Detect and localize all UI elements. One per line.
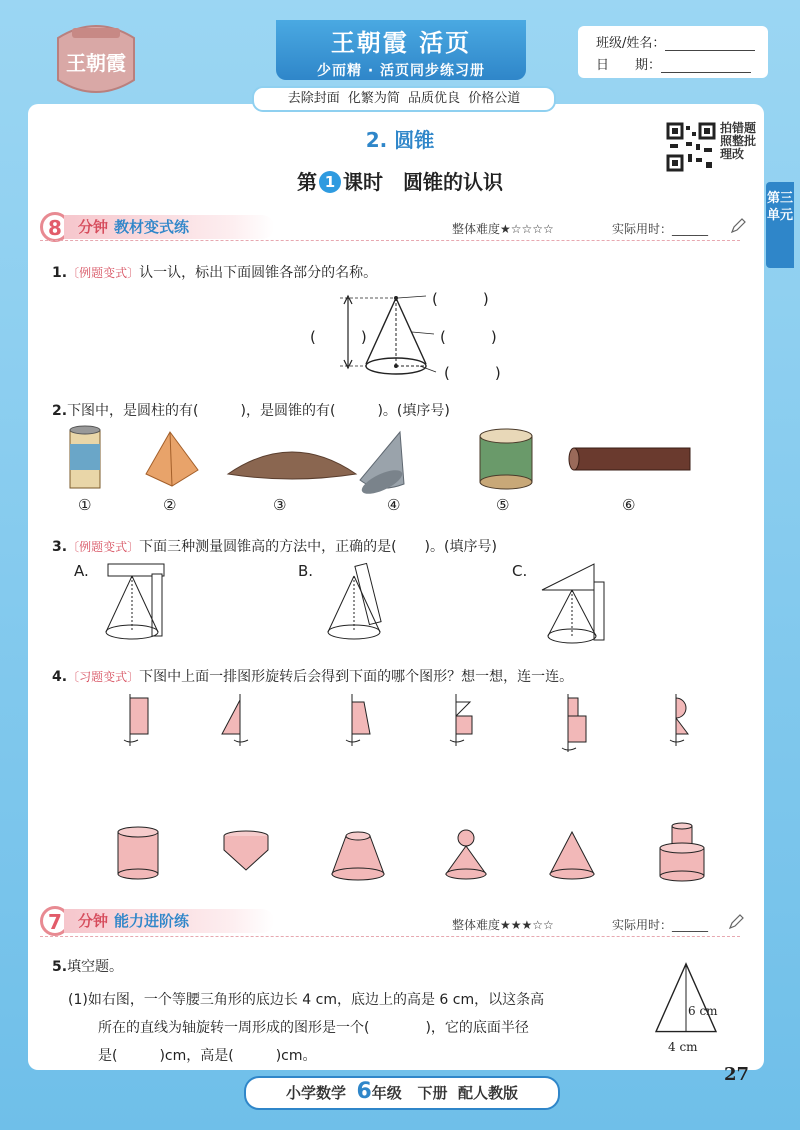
- publisher-logo: [48, 18, 144, 102]
- question-4: 4.〔习题变式〕下图中上面一排图形旋转后会得到下面的哪个图形？想一想，连一连。: [52, 669, 574, 685]
- option-c-figure: [536, 560, 616, 652]
- label-6: ⑥: [622, 496, 636, 514]
- option-b-label: B.: [298, 562, 314, 580]
- cylinder-solid: [118, 827, 158, 879]
- brand-subtitle: 少而精 · 活页同步练习册: [316, 63, 486, 79]
- section-basic-header: [40, 212, 340, 242]
- label-5: ⑤: [496, 496, 510, 514]
- option-b-figure: [318, 560, 398, 652]
- subtitle-suffix: 课时 圆锥的认识: [343, 170, 503, 194]
- date-label: 日 期：: [596, 58, 662, 73]
- semicircle-triangle-shape: [670, 694, 688, 746]
- class-name-field[interactable]: [665, 36, 755, 51]
- label-3: ③: [273, 496, 287, 514]
- page-number: 27: [724, 1064, 750, 1085]
- question-1: 1.〔例题变式〕认一认，标出下面圆锥各部分的名称。: [52, 265, 378, 281]
- rotation-solids-bottom: [100, 822, 720, 890]
- trapezoid-shape: [346, 694, 370, 746]
- unit-side-tab: 第三单元: [766, 182, 794, 268]
- time-used: 实际用时：______: [612, 918, 709, 932]
- footer-badge: 小学数学 6年级 下册 配人教版: [244, 1076, 560, 1110]
- rotation-shapes-top: [100, 690, 720, 760]
- section-minutes: 8: [40, 212, 70, 242]
- option-c-label: C.: [512, 562, 528, 580]
- slogan: 去除封面 化繁为简 品质优良 价格公道: [252, 86, 556, 112]
- cone-object: [359, 432, 406, 494]
- wood-rod-object: [569, 448, 690, 470]
- isosceles-triangle-figure: [650, 962, 730, 1040]
- section-divider: [40, 240, 740, 241]
- rect-triangle-shape: [450, 694, 472, 746]
- stacked-cylinder-solid: [660, 823, 704, 881]
- logo-text: 王朝霞: [66, 51, 126, 75]
- cylinder-cone-solid: [224, 831, 268, 870]
- option-a-figure: [96, 560, 176, 652]
- section-label: 分钟 能力进阶练: [64, 909, 274, 933]
- label-4: ④: [387, 496, 401, 514]
- brand-title: 王朝霞 活页: [330, 28, 472, 57]
- sand-pile-object: [228, 452, 356, 479]
- blank-apex[interactable]: ( ): [432, 290, 489, 308]
- q2-objects: [60, 424, 720, 498]
- lesson-title: 2. 圆锥: [365, 128, 435, 152]
- drum-object: [480, 429, 532, 489]
- blank-height[interactable]: ( ): [310, 328, 367, 346]
- sphere-cone-solid: [446, 830, 486, 879]
- question-3: 3.〔例题变式〕下面三种测量圆锥高的方法中，正确的是( )。(填序号): [52, 539, 497, 555]
- label-1: ①: [78, 496, 92, 514]
- date-field[interactable]: [661, 58, 751, 73]
- height-label: 6 cm: [688, 1004, 718, 1018]
- can-object: [70, 426, 100, 488]
- lesson-number-badge: 1: [319, 171, 341, 193]
- question-2: 2.下图中，是圆柱的有( )，是圆锥的有( )。(填序号): [52, 403, 450, 419]
- frustum-solid: [332, 832, 384, 880]
- question-5-1: (1)如右图，一个等腰三角形的底边长 4 cm，底边上的高是 6 cm，以这条高 所在的直线为轴旋转一周形成的图形是一个( )，它的底面半径 是( )cm，高是( )cm。: [68, 992, 545, 1064]
- brand-banner: [276, 20, 526, 80]
- blank-lateral[interactable]: ( ): [440, 328, 497, 346]
- blank-base[interactable]: ( ): [444, 364, 501, 382]
- pencil-icon: [728, 914, 744, 934]
- stacked-rect-shape: [562, 694, 586, 752]
- base-label: 4 cm: [668, 1040, 698, 1054]
- pyramid-object: [146, 432, 198, 486]
- difficulty-rating: 整体难度★☆☆☆☆: [452, 222, 554, 236]
- triangle-shape: [222, 694, 248, 746]
- time-used: 实际用时：______: [612, 222, 709, 236]
- section-minutes: 7: [40, 906, 70, 936]
- student-info-box: [578, 26, 768, 78]
- subtitle-prefix: 第: [297, 170, 317, 194]
- cone-solid: [550, 832, 594, 879]
- section-label: 分钟 教材变式练: [64, 215, 274, 239]
- option-a-label: A.: [74, 562, 89, 580]
- pencil-icon: [730, 218, 746, 238]
- section-advanced-header: [40, 906, 340, 936]
- difficulty-rating: 整体难度★★★☆☆: [452, 918, 554, 932]
- label-2: ②: [163, 496, 177, 514]
- class-name-label: 班级/姓名：: [596, 36, 666, 51]
- qr-code-icon[interactable]: [666, 122, 716, 172]
- qr-caption: 拍错题照整批理改: [720, 121, 757, 161]
- rectangle-shape: [124, 694, 148, 746]
- section-divider: [40, 936, 740, 937]
- question-5: 5.填空题。: [52, 959, 124, 975]
